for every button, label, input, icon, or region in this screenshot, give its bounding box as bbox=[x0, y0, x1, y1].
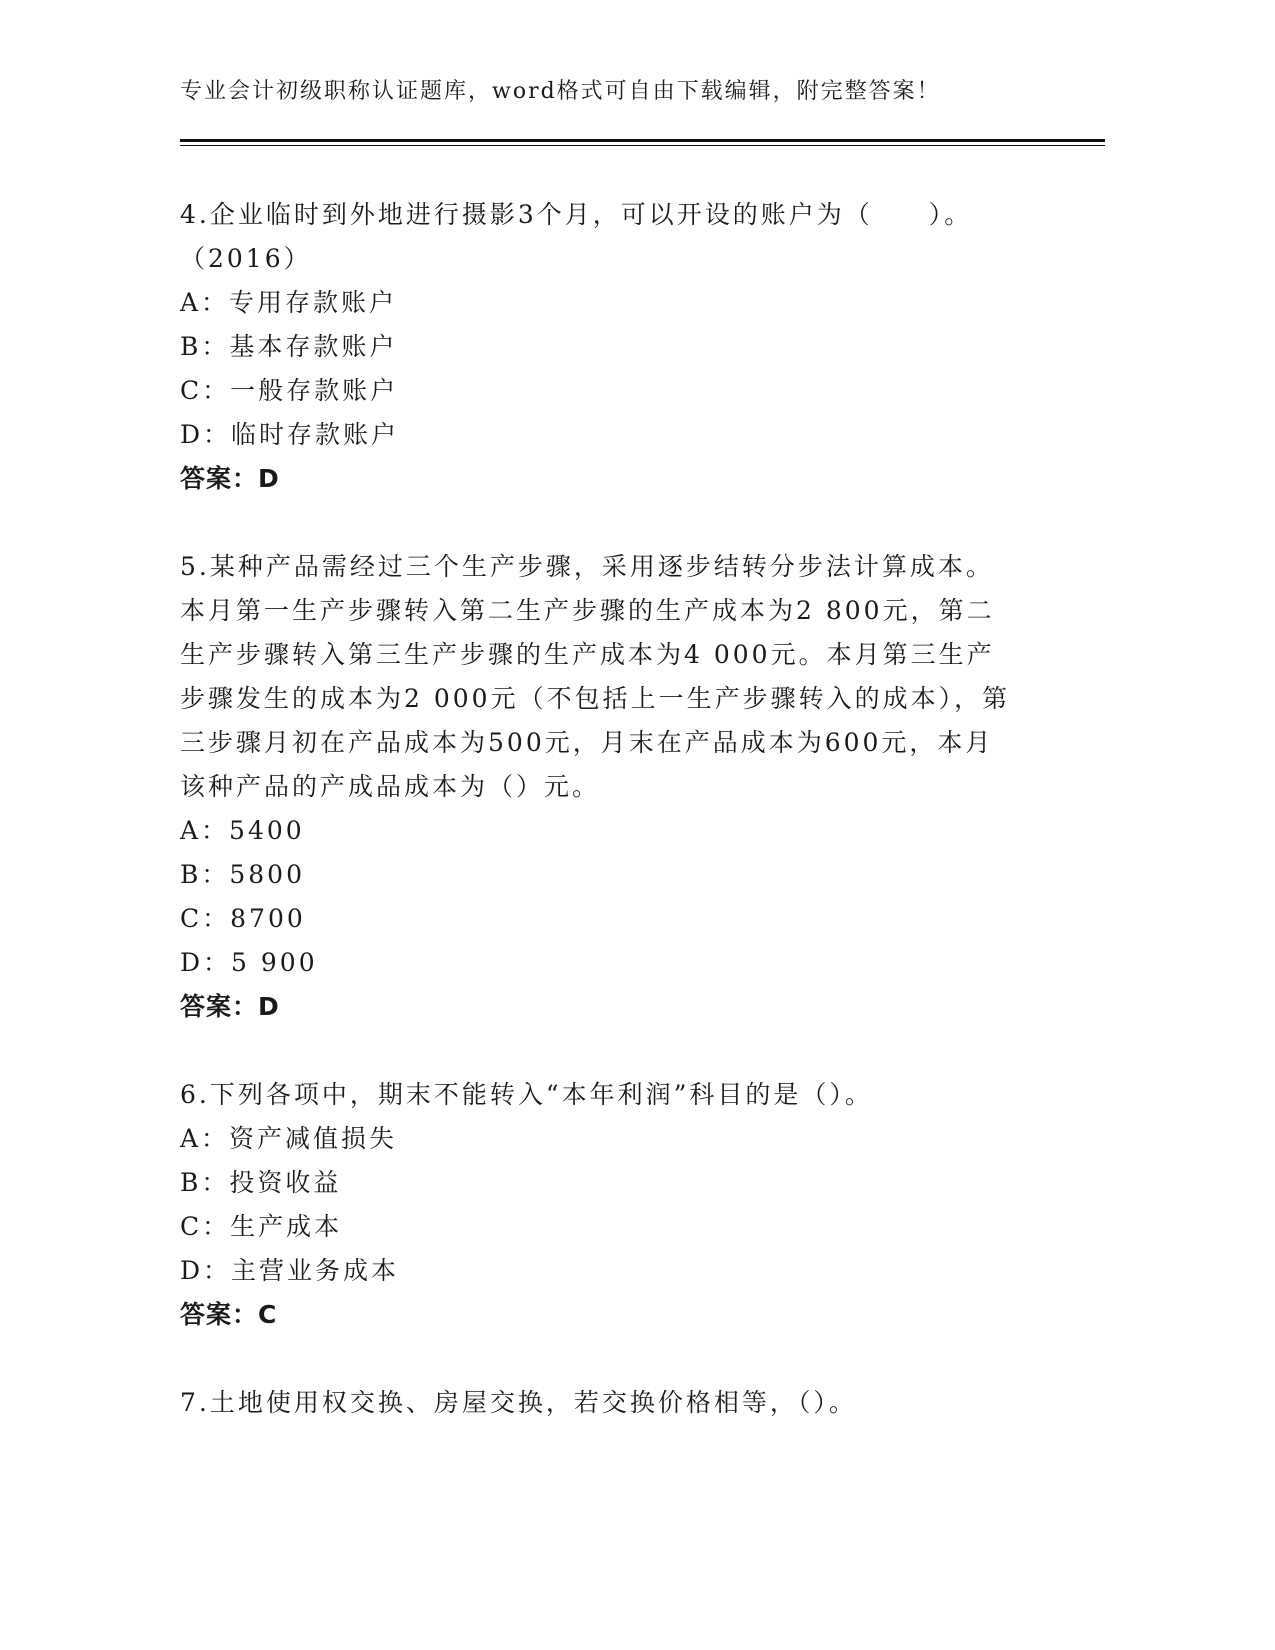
answer-line: 答案：D bbox=[180, 464, 280, 493]
question-6 bbox=[180, 1073, 1020, 1337]
option-d: D：临时存款账户 bbox=[180, 420, 400, 449]
option-d: D：5 900 bbox=[180, 948, 318, 977]
option-a: A：5400 bbox=[180, 816, 305, 845]
option-a: A：专用存款账户 bbox=[180, 288, 398, 317]
question-stem: 6.下列各项中，期末不能转入“本年利润”科目的是（）。 bbox=[180, 1080, 873, 1109]
question-stem: 5.某种产品需经过三个生产步骤，采用逐步结转分步法计算成本。本月第一生产步骤转入第二生产步骤的生产成本为2 800元，第二生产步骤转入第三生产步骤的生产成本为4 000元。本月第三生产步骤发生的成本为2 000元（不包括上一生产步骤转入的成本），第三步骤月初在产品成本为500元，月末在产品成本为600元，本月该种产品的产成品成本为（）元。 bbox=[180, 552, 1011, 801]
spacer bbox=[180, 1029, 1020, 1073]
answer-line: 答案：D bbox=[180, 992, 280, 1021]
question-stem: 7.土地使用权交换、房屋交换，若交换价格相等，（）。 bbox=[180, 1388, 857, 1417]
option-b: B：基本存款账户 bbox=[180, 332, 398, 361]
spacer bbox=[180, 1337, 1020, 1381]
header-rule-thin bbox=[180, 145, 1105, 146]
question-list bbox=[180, 193, 1020, 1425]
option-a: A：资产减值损失 bbox=[180, 1124, 398, 1153]
spacer bbox=[180, 501, 1020, 545]
question-7 bbox=[180, 1381, 1020, 1425]
option-c: C：生产成本 bbox=[180, 1212, 343, 1241]
option-d: D：主营业务成本 bbox=[180, 1256, 400, 1285]
question-5 bbox=[180, 545, 1020, 1029]
option-b: B：投资收益 bbox=[180, 1168, 342, 1197]
option-c: C：8700 bbox=[180, 904, 306, 933]
option-c: C：一般存款账户 bbox=[180, 376, 399, 405]
page-header: 专业会计初级职称认证题库，word格式可自由下载编辑，附完整答案！ bbox=[180, 79, 941, 104]
question-4 bbox=[180, 193, 1020, 501]
header-rule-thick bbox=[180, 139, 1105, 142]
answer-line: 答案：C bbox=[180, 1300, 278, 1329]
question-stem: 4.企业临时到外地进行摄影3个月，可以开设的账户为（ ）。（2016） bbox=[180, 200, 973, 273]
option-b: B：5800 bbox=[180, 860, 305, 889]
